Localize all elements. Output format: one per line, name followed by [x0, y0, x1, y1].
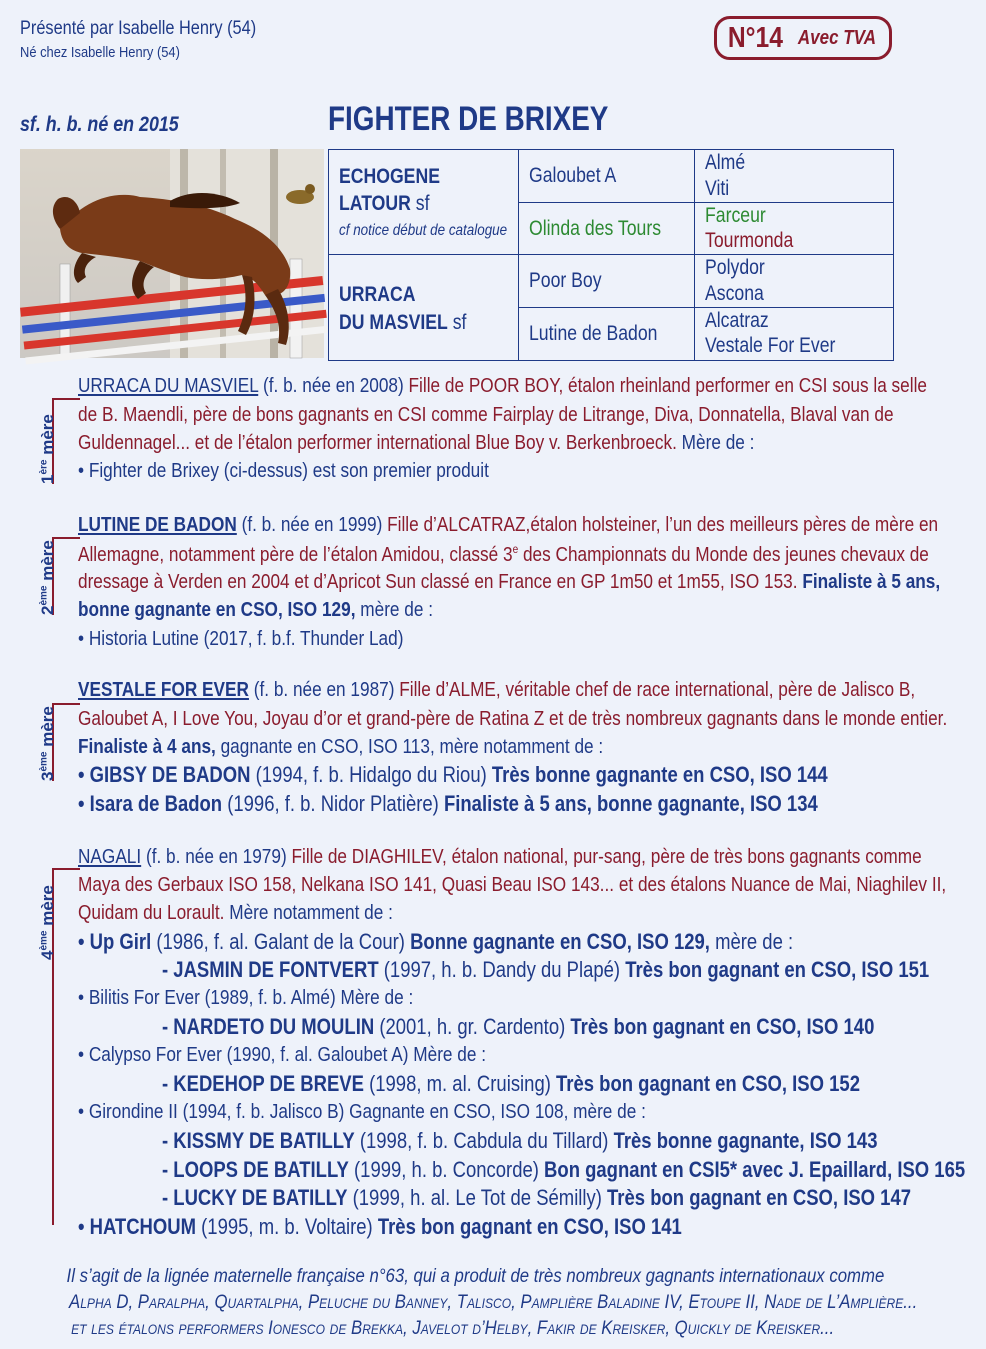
footer-line: et les étalons performers Ionesco de Brekka, Javelot d’Helby, Fakir de Kreisker, Quickly de Kreisker...	[71, 1317, 835, 1339]
ggp-name: Polydor	[705, 256, 765, 279]
section-rule	[52, 398, 80, 400]
pedigree-ggp-cell	[695, 150, 893, 203]
pedigree-ggp-cell	[695, 308, 893, 360]
first-dam-name: URRACA DU MASVIEL	[78, 374, 259, 397]
ggp-name: Alcatraz	[705, 309, 769, 332]
horse-photo	[20, 149, 324, 358]
third-dam-line: Finaliste à 4 ans, gagnante en CSO, ISO 113, mère notamment de :	[78, 735, 604, 758]
fourth-dam-line: Maya des Gerbaux ISO 158, Nelkana ISO 141, Quasi Beau ISO 143... et des étalons Nuance de Mai, Niaghilev II,	[78, 873, 947, 896]
sire-note: cf notice début de catalogue	[339, 222, 508, 239]
gp-name: Galoubet A	[529, 164, 617, 187]
horse-description: sf. h. b. né en 2015	[20, 113, 179, 136]
pedigree-ggp-cell	[695, 203, 893, 255]
sire-studbook: sf	[415, 192, 430, 215]
first-dam-label: 1ère mère	[38, 414, 57, 484]
breeder-text: Né chez Isabelle Henry (54)	[20, 44, 180, 61]
fourth-dam-name: NAGALI	[78, 845, 142, 868]
pedigree-gp-cell	[519, 150, 695, 203]
pedigree-gp-cell	[519, 203, 695, 255]
third-dam-line: VESTALE FOR EVER (f. b. née en 1987) Fille d’ALME, véritable chef de race international, père de Jalisco B,	[78, 678, 916, 701]
presenter-text: Présenté par Isabelle Henry (54)	[20, 18, 257, 39]
sire-name-line1: ECHOGENE	[339, 165, 440, 188]
ggp-name: Viti	[705, 177, 730, 200]
fourth-dam-line: - KEDEHOP DE BREVE (1998, m. al. Cruising) Très bon gagnant en CSO, ISO 152	[162, 1071, 860, 1096]
first-dam-line: URRACA DU MASVIEL (f. b. née en 2008) Fille de POOR BOY, étalon rheinland performer en CSI sous la selle	[78, 374, 927, 397]
fourth-dam-line: - JASMIN DE FONTVERT (1997, h. b. Dandy du Plapé) Très bon gagnant en CSO, ISO 151	[162, 957, 930, 982]
second-dam-line: LUTINE DE BADON (f. b. née en 1999) Fille d’ALCATRAZ,étalon holsteiner, l’un des meilleurs pères de mère en	[78, 513, 939, 536]
second-dam-line: Allemagne, notamment père de l’étalon Amidou, classé 3e des Championnats du Monde des jeunes chevaux de	[78, 542, 929, 566]
second-dam-name: LUTINE DE BADON	[78, 513, 237, 536]
section-rule	[52, 537, 80, 539]
ggp-name: Vestale For Ever	[705, 334, 836, 357]
fourth-dam-line: - LUCKY DE BATILLY (1999, h. al. Le Tot de Sémilly) Très bon gagnant en CSO, ISO 147	[162, 1185, 912, 1210]
horse-jumping-image	[20, 149, 324, 358]
ggp-name: Ascona	[705, 282, 764, 305]
fourth-dam-line: - KISSMY DE BATILLY (1998, f. b. Cabdula du Tillard) Très bonne gagnante, ISO 143	[162, 1128, 878, 1153]
third-dam-line: Galoubet A, I Love You, Joyau d’or et grand-père de Ratina Z et de très nombreux gagnants dans le monde entier.	[78, 707, 948, 730]
gp-name: Lutine de Badon	[529, 322, 658, 345]
lot-number: N°14	[727, 21, 783, 54]
fourth-dam-line: • HATCHOUM (1995, m. b. Voltaire) Très bon gagnant en CSO, ISO 141	[78, 1214, 682, 1239]
third-dam-line: • Isara de Badon (1996, f. b. Nidor Platière) Finaliste à 5 ans, bonne gagnante, ISO 134	[78, 791, 818, 816]
fourth-dam-line: • Girondine II (1994, f. b. Jalisco B) Gagnante en CSO, ISO 108, mère de :	[78, 1100, 646, 1123]
dam-name-line1: URRACA	[339, 283, 416, 306]
first-dam-line: • Fighter de Brixey (ci-dessus) est son premier produit	[78, 459, 489, 482]
fourth-dam-line: NAGALI (f. b. née en 1979) Fille de DIAGHILEV, étalon national, pur-sang, père de très bons gagnants comme	[78, 845, 922, 868]
fourth-dam-line: • Calypso For Ever (1990, f. al. Galoubet A) Mère de :	[78, 1043, 487, 1066]
first-dam-line: Guldennagel... et de l’étalon performer international Blue Boy v. Berkenbroeck. Mère de :	[78, 431, 755, 454]
pedigree-sire-cell	[329, 150, 519, 255]
fourth-dam-line: - LOOPS DE BATILLY (1999, h. b. Concorde) Bon gagnant en CSI5* avec J. Epaillard, ISO 165	[162, 1157, 966, 1182]
gp-name: Poor Boy	[529, 269, 602, 292]
first-dam-line: de B. Maendli, père de bons gagnants en CSI comme Fairplay de Litrange, Diva, Donnatella, Blaval van de	[78, 403, 894, 426]
second-dam-line: • Historia Lutine (2017, f. b.f. Thunder Lad)	[78, 627, 404, 650]
ggp-name: Almé	[705, 151, 746, 174]
footer-line: Il s’agit de la lignée maternelle française n°63, qui a produit de très nombreux gagnants internationaux comme	[66, 1265, 885, 1287]
footer-line: Alpha D, Paralpha, Quartalpha, Peluche du Banney, Talisco, Pamplière Baladine IV, Etoupe II, Nade de L’Amplière...	[69, 1291, 918, 1313]
ggp-name: Tourmonda	[705, 229, 794, 252]
dam-name-line2: DU MASVIEL	[339, 311, 448, 334]
gp-name: Olinda des Tours	[529, 217, 662, 240]
sire-name-line2: LATOUR	[339, 192, 411, 215]
section-rule	[52, 868, 80, 870]
pedigree-table	[328, 149, 894, 361]
pedigree-ggp-cell	[695, 255, 893, 308]
fourth-dam-line: - NARDETO DU MOULIN (2001, h. gr. Cardento) Très bon gagnant en CSO, ISO 140	[162, 1014, 875, 1039]
section-rule	[52, 703, 80, 705]
fourth-dam-label: 4ème mère	[38, 885, 57, 960]
second-dam-label: 2ème mère	[38, 540, 57, 615]
pedigree-gp-cell	[519, 308, 695, 360]
vat-label: Avec TVA	[798, 26, 877, 49]
third-dam-name: VESTALE FOR EVER	[78, 678, 249, 701]
fourth-dam-line: • Up Girl (1986, f. al. Galant de la Cour) Bonne gagnante en CSO, ISO 129, mère de :	[78, 929, 794, 954]
pedigree-dam-cell	[329, 255, 519, 360]
third-dam-line: • GIBSY DE BADON (1994, f. b. Hidalgo du Riou) Très bonne gagnante en CSO, ISO 144	[78, 762, 828, 787]
second-dam-line: dressage à Verden en 2004 et d’Apricot Sun classé en France en GP 1m50 et 1m55, ISO 153. Finaliste à 5 ans,	[78, 570, 941, 593]
fourth-dam-line: Quidam du Lorault. Mère notamment de :	[78, 901, 393, 924]
second-dam-line: bonne gagnante en CSO, ISO 129, mère de :	[78, 598, 434, 621]
fourth-dam-line: • Bilitis For Ever (1989, f. b. Almé) Mère de :	[78, 986, 414, 1009]
third-dam-label: 3ème mère	[38, 706, 57, 781]
dam-studbook: sf	[452, 311, 467, 334]
ggp-name: Farceur	[705, 204, 766, 227]
lot-badge	[714, 16, 892, 60]
pedigree-gp-cell	[519, 255, 695, 308]
horse-name: FIGHTER DE BRIXEY	[328, 100, 609, 138]
